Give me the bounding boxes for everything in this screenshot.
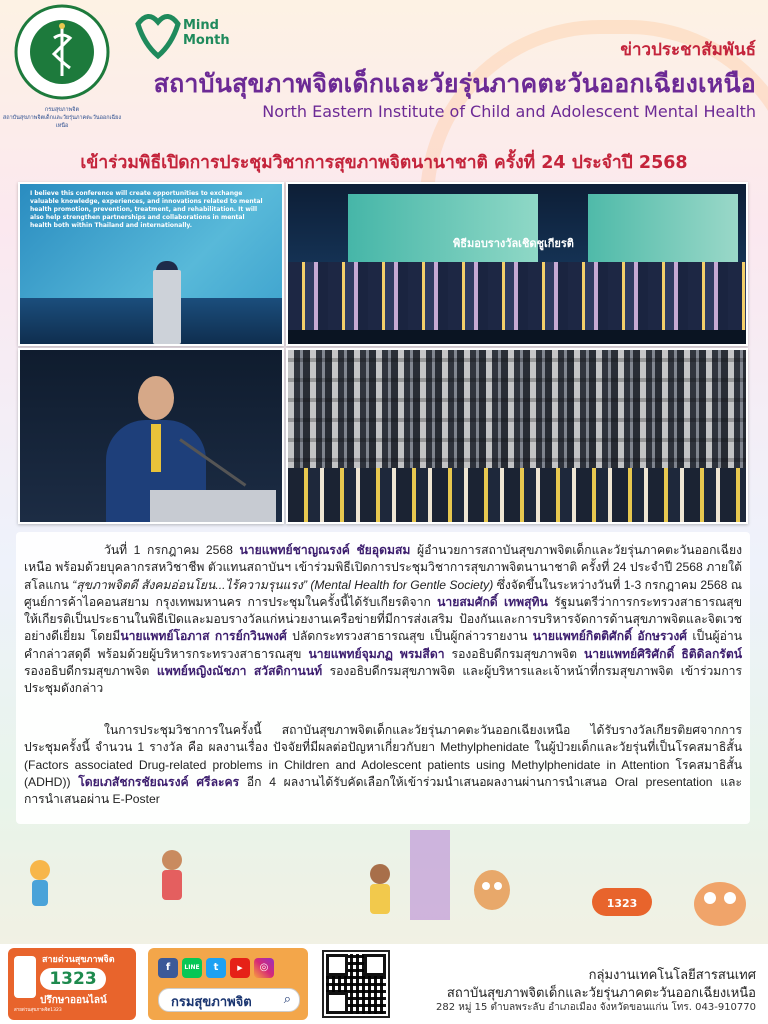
- photo-minister-speech: [18, 348, 284, 524]
- bold-name-run: โดยเภสัชกรชัยณรงค์ ศรีละคร: [78, 774, 240, 789]
- article-paragraph-1: [24, 542, 742, 698]
- moh-logo: [14, 4, 110, 100]
- photo-award-group: [286, 182, 748, 346]
- social-search-text: กรมสุขภาพจิต: [171, 995, 252, 1010]
- speaker-head: [138, 376, 174, 420]
- text-run: รองอธิบดีกรมสุขภาพจิต: [24, 664, 157, 679]
- text-run: อีก 4 ผลงานได้รับคัดเลือกให้เข้าร่วมนำเสนอผลงานผ่านการนำเสนอ Oral presentation และ การนำเสนอผ่าน E-Poster: [24, 774, 742, 807]
- stage-screen-title: พิธีมอบรางวัลเชิดชูเกียรติ: [453, 237, 574, 250]
- social-search-bar[interactable]: [158, 988, 300, 1012]
- text-run: ซึ่งจัดขึ้นในระหว่างวันที่ 1-3 กรกฎาคม 2568 ณ ศูนย์การค้าไอคอนสยาม กรุงเทพมหานคร การประชุมในครั้งนี้ได้รับเกียรติจาก: [24, 577, 743, 609]
- group-front-row: [288, 468, 746, 522]
- twitter-icon[interactable]: t: [206, 958, 226, 978]
- bold-name-run: นายแพทย์กิตติศักดิ์ อักษรวงศ์: [532, 629, 687, 644]
- footer-address: 282 หมู่ 15 ตำบลพระลับ อำเภอเมือง จังหวัดขอนแก่น โทร. 043-910770: [435, 1002, 756, 1013]
- bold-name-run: นายแพทย์จุมภฏ พรมสีดา: [308, 646, 445, 661]
- qr-finder-bottom-left: [326, 992, 348, 1014]
- text-run: รัฐมนตรีว่าการกระทรวงสาธารณสุข ให้เกียรติเป็นประธานในพิธีเปิดและมอบรางวัลแก่หน่วยงานเครือข่ายที่มีการส่งเสริม ป้องกันและการบริหารจัดการด้านสุขภาพจิตและจิตเวชอย่างดีเยี่ยม โดยมี: [24, 594, 742, 644]
- photo-audience-group: [286, 348, 748, 524]
- photo-speaker-stage: [18, 182, 284, 346]
- qr-finder-top-right: [364, 954, 386, 976]
- moh-caption: [0, 106, 124, 130]
- bold-name-run: นายสมศักดิ์ เทพสุทิน: [437, 594, 548, 609]
- line-icon[interactable]: LINE: [182, 958, 202, 978]
- moh-caption-dept: กรมสุขภาพจิต: [44, 107, 80, 113]
- footer-department: กลุ่มงานเทคโนโลยีสารสนเทศ: [588, 968, 756, 983]
- youtube-icon[interactable]: ▶: [230, 958, 250, 978]
- hotline-title: สายด่วนสุขภาพจิต: [42, 955, 115, 965]
- qr-finder-top-left: [326, 954, 348, 976]
- text-run: ปลัดกระทรวงสาธารณสุข เป็นผู้กล่าวรายงาน: [286, 629, 533, 644]
- instagram-icon[interactable]: ◎: [254, 958, 274, 978]
- podium: [153, 270, 181, 344]
- mind-month-text: Mind Month: [183, 18, 230, 48]
- institute-name-thai: สถาบันสุขภาพจิตเด็กและวัยรุ่นภาคตะวันออกเฉียงเหนือ: [153, 69, 756, 98]
- article-body: [16, 532, 750, 824]
- article-paragraph-2: [24, 722, 742, 808]
- lectern: [150, 490, 276, 524]
- text-run: ผู้อำนวยการสถาบันสุขภาพจิตเด็กและวัยรุ่นภาคตะวันออกเฉียงเหนือ พร้อมด้วยบุคลากรสหวิชาชีพ ตัวแทนสถาบันฯ เข้าร่วมพิธีเปิดการประชุมวิชาการสุขภาพจิตนานาชาติ ครั้งที่ 24 ประจำปี 2568 ภายใต้สโลแกน: [24, 543, 742, 592]
- stage-floor: [288, 330, 746, 344]
- bold-name-run: แพทย์หญิงณัชภา สวัสดิกานนท์: [156, 664, 323, 679]
- news-label: ข่าวประชาสัมพันธ์: [620, 40, 756, 60]
- text-run: รองอธิบดีกรมสุขภาพจิต: [444, 646, 584, 661]
- hotline-subtitle: ปรึกษาออนไลน์: [40, 995, 107, 1006]
- hotline-facebook: สายด่วนสุขภาพจิต1323: [14, 1008, 62, 1013]
- bold-name-run: นายแพทย์ชาญณรงค์ ชัยอุดมสม: [239, 543, 411, 557]
- search-icon: ⌕: [283, 992, 291, 1007]
- text-run: เป็นผู้อ่านคำกล่าวสดุดี พร้อมด้วยผู้บริหารกระทรวงสาธารณสุข: [24, 629, 743, 661]
- hotline-number: 1323: [40, 968, 106, 990]
- social-media-banner: [148, 948, 308, 1020]
- bold-name-run: นายแพทย์ศิริศักดิ์ ธิติดิลกรัตน์: [584, 646, 743, 661]
- qr-code[interactable]: [322, 950, 390, 1018]
- moh-caption-institute: สถาบันสุขภาพจิตเด็กและวัยรุ่นภาคตะวันออกเฉียงเหนือ: [2, 115, 122, 129]
- bold-name-run: นายแพทย์โอภาส การย์กวินพงศ์: [120, 629, 287, 644]
- institute-name-english: North Eastern Institute of Child and Adolescent Mental Health: [262, 102, 756, 121]
- phone-icon: [14, 956, 36, 998]
- text-run: วันที่ 1 กรกฎาคม 2568: [104, 543, 240, 557]
- facebook-icon[interactable]: f: [158, 958, 178, 978]
- social-icons: [158, 958, 298, 980]
- stage: [20, 298, 282, 344]
- text-run: ในการประชุมวิชาการในครั้งนี้ สถาบันสุขภาพจิตเด็กและวัยรุ่นภาคตะวันออกเฉียงเหนือ ได้รับรางวัลเกียรติยศจากการประชุมครั้งนี้ จำนวน 1 รางวัล คือ ผลงานเรื่อง ปัจจัยที่มีผลต่อปัญหาเกี่ยวกับยา Methylphenidate ในผู้ป่วยเด็กและวัยรุ่นที่เป็นโรคสมาธิสั้น (Factors associated Drug-related problems in Children and Adolescent patients using Methylphenidate in Attention โรคสมาธิสั้น (ADHD)): [24, 723, 742, 789]
- cartoon-kids-decoration: [0, 830, 768, 940]
- hotline-banner[interactable]: [8, 948, 136, 1020]
- speaker-tie: [151, 424, 161, 472]
- headline: เข้าร่วมพิธีเปิดการประชุมวิชาการสุขภาพจิตนานาชาติ ครั้งที่ 24 ประจำปี 2568: [80, 153, 688, 173]
- footer-institute: สถาบันสุขภาพจิตเด็กและวัยรุ่นภาคตะวันออกเฉียงเหนือ: [446, 986, 756, 1001]
- award-recipients: [288, 262, 746, 330]
- text-run: รองอธิบดีกรมสุขภาพจิต และผู้บริหารและเจ้าหน้าที่กรมสุขภาพจิต เข้าร่วมการประชุมดังกล่าว: [24, 664, 743, 696]
- photo-quote-text: I believe this conference will create opportunities to exchange valuable knowledge, experiences, and innovations related to mental health promotion, prevention, treatment, and rehabilitation. It will also help strengthen partnerships and collaborations in mental health both within Thailand and internationally.: [30, 190, 263, 229]
- svg-text:1323: 1323: [606, 897, 638, 910]
- slogan-run: “สุขภาพจิตดี สังคมอ่อนโยน...ไร้ความรุนแรง” (Mental Health for Gentle Society): [72, 577, 494, 592]
